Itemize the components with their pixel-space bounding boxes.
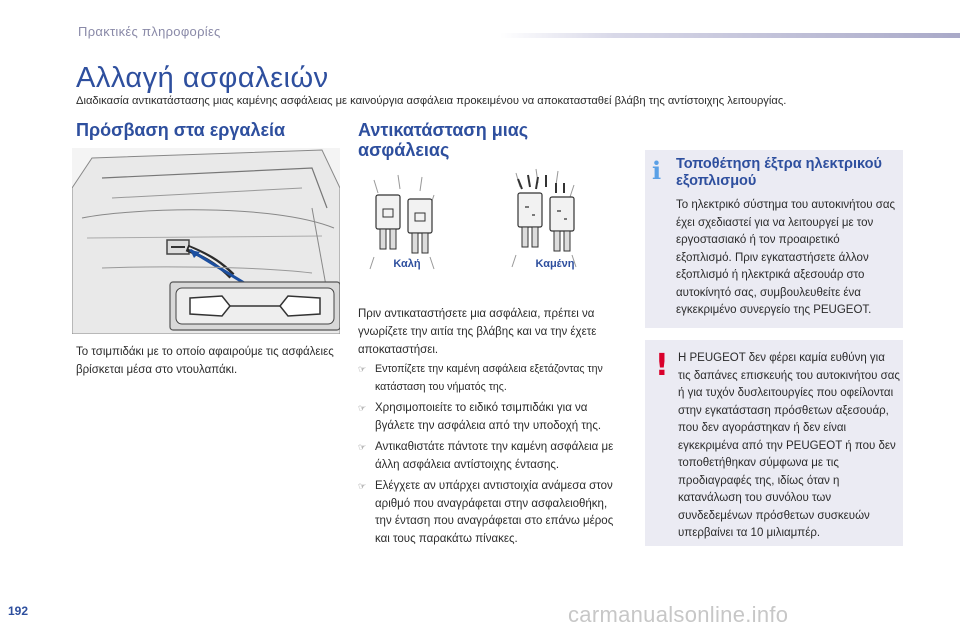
replace-steps <box>358 361 626 552</box>
page-subtitle: Διαδικασία αντικατάστασης μιας καμένης ασφάλειας με καινούργια ασφάλεια προκειμένου να αποκατασταθεί βλάβη της αντίστοιχης λειτουργίας. <box>76 95 787 107</box>
info-text: Το ηλεκτρικό σύστημα του αυτοκινήτου σας έχει σχεδιαστεί για να λειτουργεί με τον εργοστασιακό ή τον προαιρετικό εξοπλισμό. Πριν εγκαταστήσετε άλλον εξοπλισμό ή ηλεκτρικά αξεσουάρ στο αυτοκίνητό σας, συμβουλευθείτε ένα εγκεκριμένο συνεργείο της PEUGEOT. <box>676 199 896 316</box>
step-text: Αντικαθιστάτε πάντοτε την καμένη ασφάλεια με άλλη ασφάλεια αντίστοιχης έντασης. <box>375 441 614 471</box>
list-item <box>358 361 626 396</box>
burnt-fuse-label: Καμένη <box>535 258 575 270</box>
hand-pointer-icon: ☞ <box>358 481 367 491</box>
glovebox-photo <box>72 148 340 334</box>
exclamation-icon: ! <box>655 348 669 383</box>
step-text: Χρησιμοποιείτε το ειδικό τσιμπιδάκι για να βγάλετε την ασφάλεια από την υποδοχή της. <box>375 402 602 432</box>
hand-pointer-icon: ☞ <box>358 403 367 413</box>
tool-location-caption: Το τσιμπιδάκι με το οποίο αφαιρούμε τις ασφάλειες βρίσκεται μέσα στο ντουλαπάκι. <box>76 346 334 376</box>
good-fuse-icon <box>370 175 434 269</box>
section-header: Πρακτικές πληροφορίες <box>78 24 221 39</box>
replace-heading: Αντικατάσταση μιας ασφάλειας <box>358 120 529 160</box>
watermark: carmanualsonline.info <box>568 602 789 627</box>
access-heading: Πρόσβαση στα εργαλεία <box>76 120 286 140</box>
step-text: Εντοπίζετε την καμένη ασφάλεια εξετάζοντας την κατάσταση του νήματός της. <box>375 363 603 393</box>
burnt-fuse-icon <box>512 169 576 267</box>
page-number: 192 <box>8 604 29 618</box>
warning-text: Η PEUGEOT δεν φέρει καμία ευθύνη για τις δαπάνες επισκευής του αυτοκινήτου σας ή για τυχόν δυσλειτουργίες που οφείλονται στην εγκατάσταση πρόσθετων αξεσουάρ, που δεν αγοράστηκαν ή δεν είναι εγκεκριμένα από την PEUGEOT ή που δεν τοποθετήθηκαν σύμφωνα με τις προδιαγραφές της, ιδίως όταν η κατανάλωση του συνόλου των συνδεδεμένων πρόσθετων συσκευών υπερβαίνει τα 10 μιλιαμπέρ. <box>678 352 900 539</box>
list-item <box>358 478 626 548</box>
list-item <box>358 400 626 435</box>
page-title: Αλλαγή ασφαλειών <box>76 62 329 94</box>
info-title: Τοποθέτηση έξτρα ηλεκτρικού εξοπλισμού <box>676 156 882 189</box>
replace-intro: Πριν αντικαταστήσετε μια ασφάλεια, πρέπει να γνωρίζετε την αιτία της βλάβης και να την έχετε αποκαταστήσει. <box>358 308 597 356</box>
step-text: Ελέγχετε αν υπάρχει αντιστοιχία ανάμεσα στον αριθμό που αναγράφεται στην ασφαλειοθήκη, την ένταση που αναγράφεται στο επάνω μέρος και τους παρακάτω πίνακες. <box>375 480 614 545</box>
hand-pointer-icon: ☞ <box>358 442 367 452</box>
list-item <box>358 439 626 474</box>
info-icon: i <box>652 156 662 185</box>
header-rule <box>500 33 960 38</box>
good-fuse-label: Καλή <box>393 258 421 270</box>
hand-pointer-icon: ☞ <box>358 364 367 374</box>
